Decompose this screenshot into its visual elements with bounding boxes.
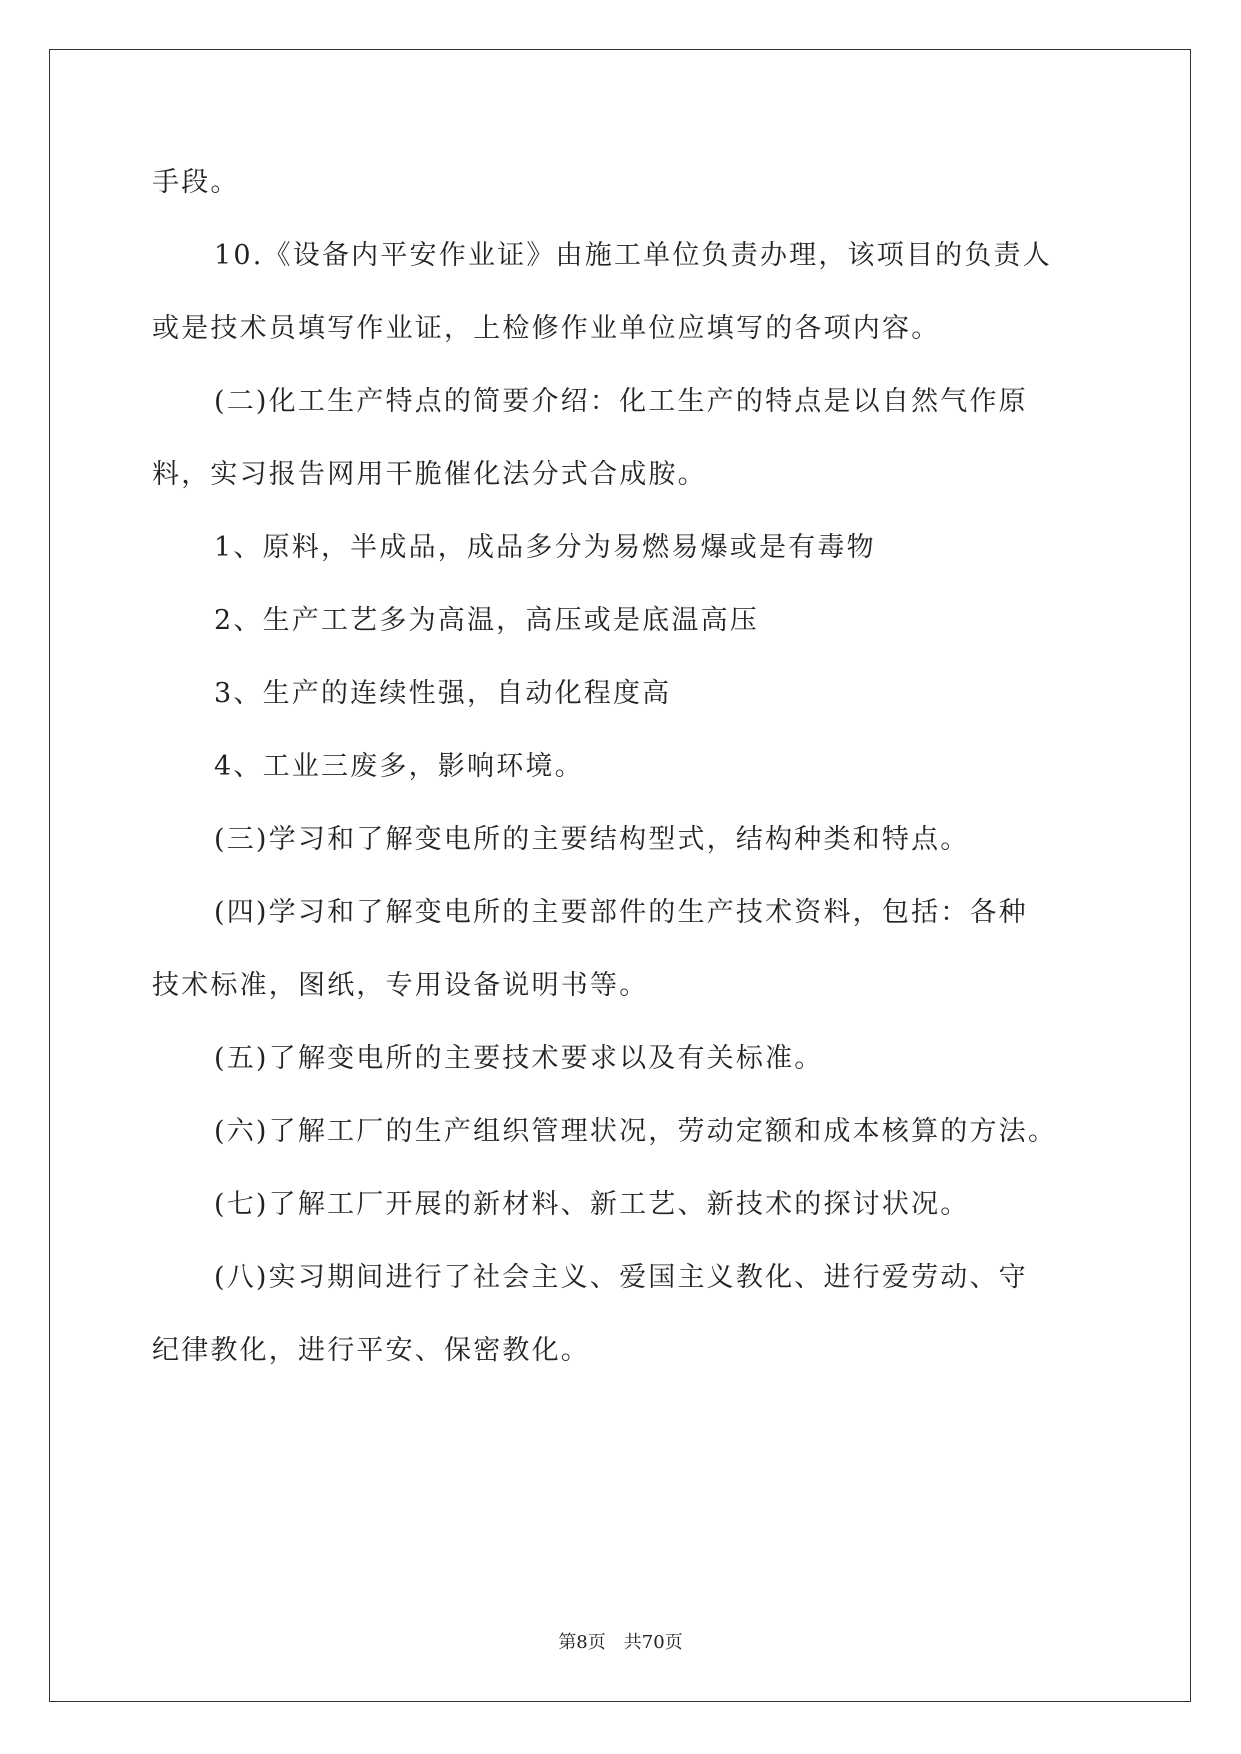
text-line: (五)了解变电所的主要技术要求以及有关标准。 bbox=[214, 1043, 824, 1074]
page-footer bbox=[0, 1632, 1241, 1654]
text-line: 1、原料，半成品，成品多分为易燃易爆或是有毒物 bbox=[214, 532, 876, 563]
text-line: (四)学习和了解变电所的主要部件的生产技术资料，包括：各种 bbox=[214, 897, 1028, 928]
text-line: 4、工业三废多，影响环境。 bbox=[214, 751, 584, 782]
text-line: 10.《设备内平安作业证》由施工单位负责办理，该项目的负责人 bbox=[214, 240, 1052, 271]
text-line: (六)了解工厂的生产组织管理状况，劳动定额和成本核算的方法。 bbox=[214, 1116, 1058, 1147]
text-line: 料，实习报告网用干脆催化法分式合成胺。 bbox=[152, 459, 707, 490]
text-line: 纪律教化，进行平安、保密教化。 bbox=[152, 1335, 590, 1366]
text-line: (三)学习和了解变电所的主要结构型式，结构种类和特点。 bbox=[214, 824, 970, 855]
text-line: 手段。 bbox=[152, 167, 240, 198]
text-line: (八)实习期间进行了社会主义、爱国主义教化、进行爱劳动、守 bbox=[214, 1262, 1028, 1293]
page-total: 共70页 bbox=[623, 1632, 683, 1653]
text-line: (二)化工生产特点的简要介绍：化工生产的特点是以自然气作原 bbox=[214, 386, 1028, 417]
text-line: 2、生产工艺多为高温，高压或是底温高压 bbox=[214, 605, 759, 636]
page-border bbox=[49, 49, 1191, 1702]
text-line: (七)了解工厂开展的新材料、新工艺、新技术的探讨状况。 bbox=[214, 1189, 970, 1220]
page-number: 第8页 bbox=[558, 1632, 606, 1653]
text-line: 或是技术员填写作业证，上检修作业单位应填写的各项内容。 bbox=[152, 313, 941, 344]
text-line: 3、生产的连续性强，自动化程度高 bbox=[214, 678, 672, 709]
text-line: 技术标准，图纸，专用设备说明书等。 bbox=[152, 970, 649, 1001]
